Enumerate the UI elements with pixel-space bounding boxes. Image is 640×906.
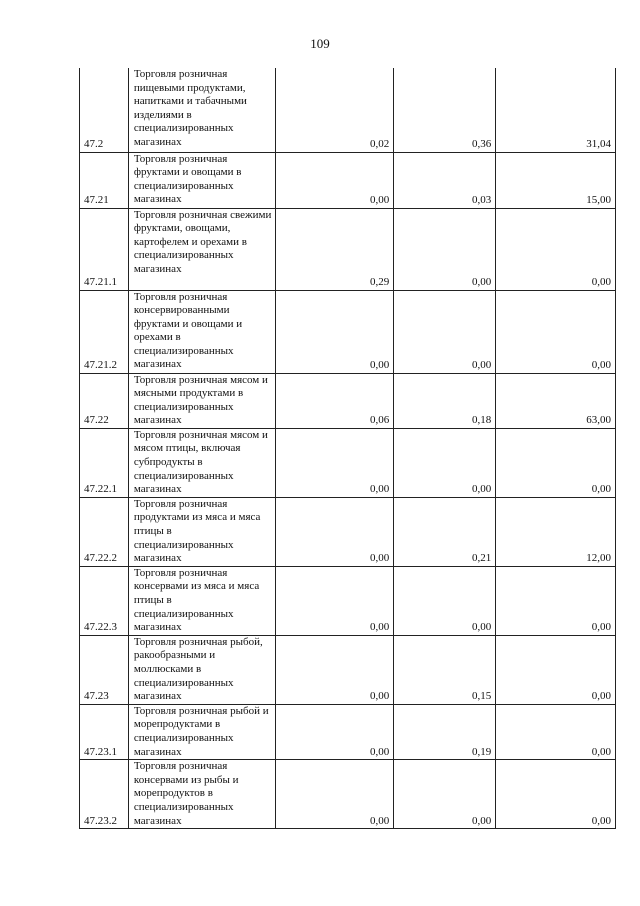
table-row	[80, 635, 616, 704]
row-value-3: 0,00	[496, 290, 616, 373]
row-value-2: 0,00	[394, 566, 496, 635]
table-row	[80, 208, 616, 290]
row-value-1: 0,00	[275, 635, 394, 704]
row-value-1: 0,00	[275, 566, 394, 635]
row-name: Торговля розничная мясом и мясом птицы, включая субпродукты в специализированных магазинах	[128, 428, 275, 497]
row-value-2: 0,00	[394, 760, 496, 829]
row-value-1: 0,00	[275, 760, 394, 829]
row-code: 47.21	[80, 152, 129, 208]
row-code: 47.2	[80, 68, 129, 152]
row-code: 47.22.3	[80, 566, 129, 635]
row-name: Торговля розничная консервами из рыбы и морепродуктов в специализированных магазинах	[128, 760, 275, 829]
row-name: Торговля розничная консервированными фруктами и овощами и орехами в специализированных магазинах	[128, 290, 275, 373]
row-name: Торговля розничная консервами из мяса и мяса птицы в специализированных магазинах	[128, 566, 275, 635]
row-value-3: 0,00	[496, 208, 616, 290]
row-value-3: 0,00	[496, 635, 616, 704]
row-code: 47.22.2	[80, 497, 129, 566]
row-value-2: 0,03	[394, 152, 496, 208]
row-value-3: 0,00	[496, 566, 616, 635]
row-value-2: 0,00	[394, 428, 496, 497]
table-row	[80, 497, 616, 566]
row-name: Торговля розничная фруктами и овощами в специализированных магазинах	[128, 152, 275, 208]
row-value-1: 0,00	[275, 428, 394, 497]
row-value-2: 0,36	[394, 68, 496, 152]
row-value-2: 0,00	[394, 290, 496, 373]
table-row	[80, 68, 616, 152]
row-name: Торговля розничная свежими фруктами, овощами, картофелем и орехами в специализированных магазинах	[128, 208, 275, 290]
row-value-2: 0,15	[394, 635, 496, 704]
table-row	[80, 566, 616, 635]
row-value-3: 15,00	[496, 152, 616, 208]
row-code: 47.21.1	[80, 208, 129, 290]
table-row	[80, 428, 616, 497]
row-value-3: 0,00	[496, 760, 616, 829]
row-value-2: 0,21	[394, 497, 496, 566]
row-value-1: 0,00	[275, 704, 394, 759]
row-value-1: 0,29	[275, 208, 394, 290]
row-code: 47.21.2	[80, 290, 129, 373]
table-row	[80, 704, 616, 759]
row-value-3: 0,00	[496, 704, 616, 759]
page-number: 109	[310, 36, 330, 51]
table-row	[80, 760, 616, 829]
row-name: Торговля розничная рыбой и морепродуктами в специализированных магазинах	[128, 704, 275, 759]
row-value-3: 0,00	[496, 428, 616, 497]
row-code: 47.23	[80, 635, 129, 704]
table-row	[80, 152, 616, 208]
row-value-2: 0,19	[394, 704, 496, 759]
row-value-3: 31,04	[496, 68, 616, 152]
row-value-1: 0,00	[275, 152, 394, 208]
row-code: 47.22.1	[80, 428, 129, 497]
row-name: Торговля розничная продуктами из мяса и мяса птицы в специализированных магазинах	[128, 497, 275, 566]
row-value-1: 0,00	[275, 290, 394, 373]
row-value-2: 0,18	[394, 373, 496, 428]
row-code: 47.23.2	[80, 760, 129, 829]
row-name: Торговля розничная рыбой, ракообразными и моллюсками в специализированных магазинах	[128, 635, 275, 704]
row-value-1: 0,00	[275, 497, 394, 566]
row-value-1: 0,06	[275, 373, 394, 428]
row-code: 47.22	[80, 373, 129, 428]
row-code: 47.23.1	[80, 704, 129, 759]
data-table	[79, 68, 616, 829]
row-value-3: 63,00	[496, 373, 616, 428]
row-value-1: 0,02	[275, 68, 394, 152]
row-value-3: 12,00	[496, 497, 616, 566]
row-name: Торговля розничная мясом и мясными продуктами в специализированных магазинах	[128, 373, 275, 428]
table-row	[80, 290, 616, 373]
table-row	[80, 373, 616, 428]
row-value-2: 0,00	[394, 208, 496, 290]
row-name: Торговля розничная пищевыми продуктами, напитками и табачными изделиями в специализированных магазинах	[128, 68, 275, 152]
